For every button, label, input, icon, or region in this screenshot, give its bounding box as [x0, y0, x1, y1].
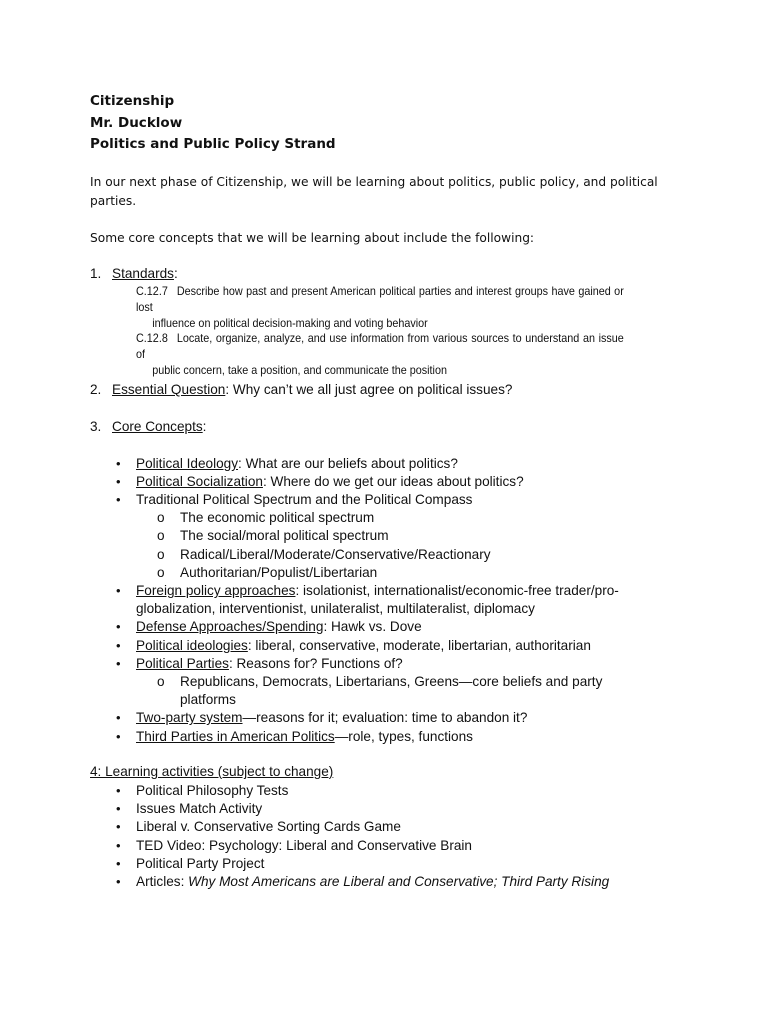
- bullet-icon: •: [116, 656, 121, 671]
- circle-bullet-icon: o: [157, 547, 165, 562]
- bullet-icon: •: [116, 638, 121, 653]
- article-titles: Why Most Americans are Liberal and Conservative; Third Party Rising: [188, 874, 610, 889]
- bullet-icon: •: [116, 819, 121, 834]
- bullet-icon: •: [116, 874, 121, 889]
- bullet-icon: •: [116, 838, 121, 853]
- list-item: • Foreign policy approaches: isolationist, internationalist/economic-free trader/pro-: [116, 583, 619, 598]
- list-item: • Political Parties: Reasons for? Functions of?: [116, 656, 403, 671]
- standard-c12-8: C.12.8 Locate, organize, analyze, and use information from various sources to understand an issue of public concern, take a position, and communicate the position: [136, 331, 624, 377]
- list-item: • Traditional Political Spectrum and the Political Compass: [116, 492, 473, 507]
- standard-code: C.12.8: [136, 331, 168, 345]
- bullet-icon: •: [116, 856, 121, 871]
- bullet-icon: •: [116, 729, 121, 744]
- list-item: • Political Socialization: Where do we get our ideas about politics?: [116, 474, 524, 489]
- list-item: • Political Ideology: What are our beliefs about politics?: [116, 456, 458, 471]
- strand-title: Politics and Public Policy Strand: [90, 136, 336, 152]
- section-standards-heading: 1. Standards:: [90, 266, 178, 281]
- bullet-icon: •: [116, 492, 121, 507]
- activity-item: • Political Philosophy Tests: [116, 783, 289, 798]
- sub-list-item: o The social/moral political spectrum: [157, 528, 389, 543]
- activity-item: • TED Video: Psychology: Liberal and Conservative Brain: [116, 838, 472, 853]
- section-learning-activities-heading: [90, 764, 333, 779]
- section-core-concepts-heading: 3. Core Concepts:: [90, 419, 207, 434]
- list-item: • Political ideologies: liberal, conservative, moderate, libertarian, authoritarian: [116, 638, 591, 653]
- bullet-icon: •: [116, 456, 121, 471]
- bullet-icon: •: [116, 801, 121, 816]
- sub-list-item: o Authoritarian/Populist/Libertarian: [157, 565, 378, 580]
- circle-bullet-icon: o: [157, 528, 165, 543]
- essential-question-text: : Why can’t we all just agree on political issues?: [225, 382, 513, 397]
- section-essential-question: 2. Essential Question: Why can’t we all just agree on political issues?: [90, 382, 513, 397]
- activity-item: • Issues Match Activity: [116, 801, 263, 816]
- sub-list-item: o Radical/Liberal/Moderate/Conservative/Reactionary: [157, 547, 491, 562]
- core-concepts-lead: Some core concepts that we will be learning about include the following:: [90, 231, 535, 245]
- activity-item: • Political Party Project: [116, 856, 265, 871]
- course-title: Citizenship: [90, 93, 175, 109]
- section-number: 1.: [90, 266, 102, 281]
- standard-c12-7: C.12.7 Describe how past and present American political parties and interest groups have gained or lost influence on political decision-making and voting behavior: [136, 284, 624, 330]
- sub-list-item: o The economic political spectrum: [157, 510, 375, 525]
- list-item: • Two-party system—reasons for it; evaluation: time to abandon it?: [116, 710, 528, 725]
- bullet-icon: •: [116, 710, 121, 725]
- sub-list-item: o Republicans, Democrats, Libertarians, Greens—core beliefs and party: [157, 674, 603, 689]
- sub-list-item-continuation: platforms: [180, 692, 236, 707]
- activity-item-articles: • Articles: Why Most Americans are Liberal and Conservative; Third Party Rising: [116, 874, 610, 889]
- bullet-icon: •: [116, 783, 121, 798]
- list-item-continuation: globalization, interventionist, unilateralist, multilateralist, diplomacy: [136, 601, 535, 616]
- intro-paragraph: In our next phase of Citizenship, we will be learning about politics, public policy, and political parties.: [90, 175, 658, 208]
- section-title: Core Concepts: [112, 419, 203, 434]
- section-title: Standards: [112, 266, 174, 281]
- teacher-name: Mr. Ducklow: [90, 115, 183, 131]
- bullet-icon: •: [116, 583, 121, 598]
- activity-item: • Liberal v. Conservative Sorting Cards Game: [116, 819, 401, 834]
- standard-code: C.12.7: [136, 284, 168, 298]
- section-title: Essential Question: [112, 382, 226, 397]
- circle-bullet-icon: o: [157, 510, 165, 525]
- bullet-icon: •: [116, 619, 121, 634]
- list-item: • Defense Approaches/Spending: Hawk vs. Dove: [116, 619, 422, 634]
- bullet-icon: •: [116, 474, 121, 489]
- circle-bullet-icon: o: [157, 565, 165, 580]
- circle-bullet-icon: o: [157, 674, 165, 689]
- section-title: 4: Learning activities (subject to change): [90, 764, 334, 779]
- list-item: • Third Parties in American Politics—role, types, functions: [116, 729, 473, 744]
